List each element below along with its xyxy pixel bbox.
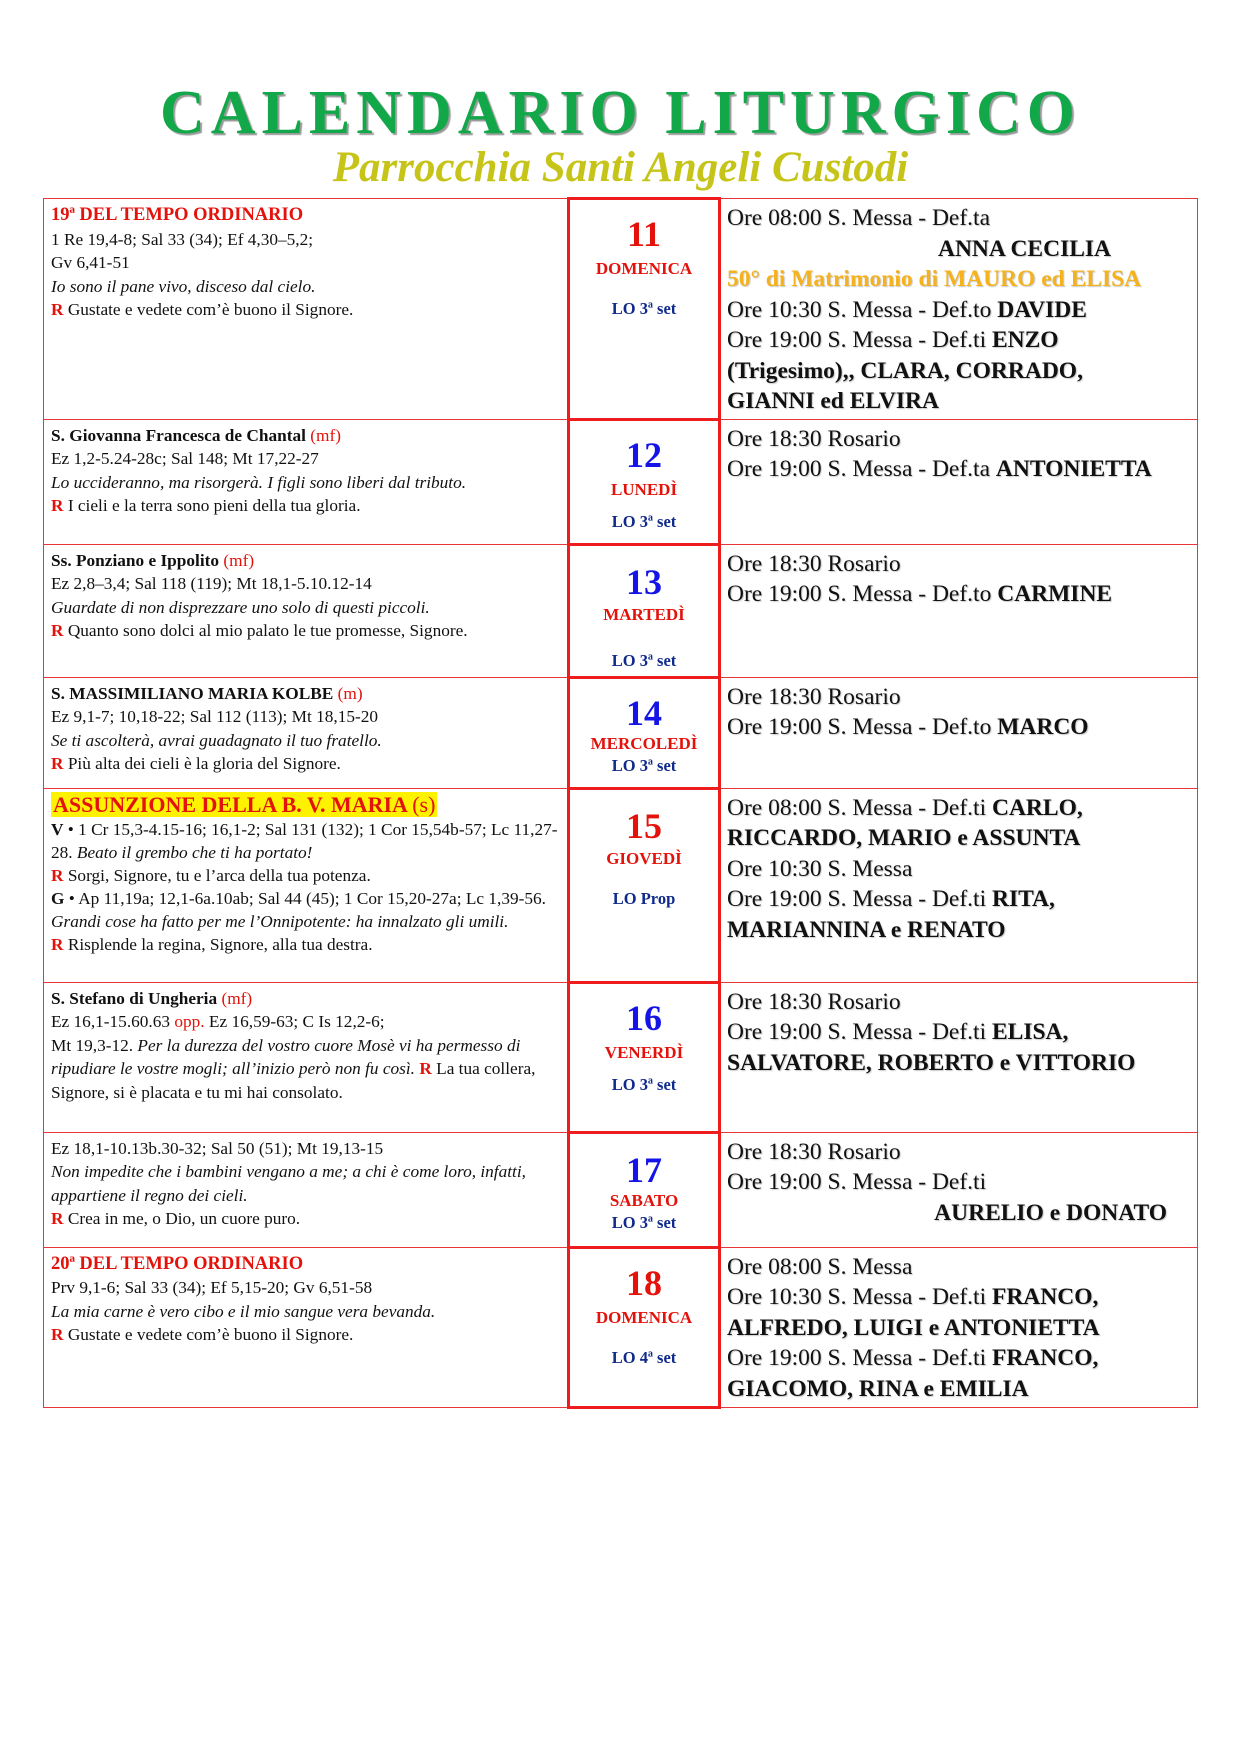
- mass-line: Ore 19:00 S. Messa - Def.ti: [727, 327, 992, 353]
- readings: Ez 1,2-5.24-28c; Sal 148; Mt 17,22-27: [51, 449, 319, 468]
- day-number: 11: [626, 214, 661, 254]
- readings: Ez 9,1-7; 10,18-22; Sal 112 (113); Mt 18,15-20: [51, 707, 379, 726]
- table-row-day-11: [44, 199, 1198, 420]
- mass-line: Ore 18:30 Rosario: [727, 683, 901, 710]
- readings: Ez 18,1-10.13b.30-32; Sal 50 (51); Mt 19,13-15: [51, 1138, 384, 1158]
- mass-names: SALVATORE, ROBERTO e VITTORIO: [727, 1049, 1136, 1076]
- day-number: 14: [626, 692, 662, 733]
- readings-gospel: Mt 19,3-12.: [51, 1035, 138, 1055]
- feast-title: S. Stefano di Ungheria: [51, 988, 218, 1008]
- day-cell: [569, 788, 720, 982]
- day-number: 17: [626, 1149, 662, 1190]
- day-readings: • Ap 11,19a; 12,1-6a.10ab; Sal 44 (45); 1 Cor 15,20-27a; Lc 1,39-56.: [64, 888, 546, 908]
- day-cell: [569, 199, 720, 420]
- response-label: R: [51, 496, 64, 515]
- mass-names: AURELIO e DONATO: [934, 1199, 1167, 1226]
- response-label: R: [51, 1209, 64, 1228]
- feast-title: S. Giovanna Francesca de Chantal: [51, 425, 306, 445]
- day-antiphon: Grandi cose ha fatto per me l’Onnipotente: ha innalzato gli umili.: [51, 911, 509, 931]
- feast-title: DEL TEMPO ORDINARIO: [79, 205, 304, 225]
- mass-names: MARIANNINA e RENATO: [727, 916, 1006, 943]
- day-name: DOMENICA: [595, 1307, 693, 1327]
- liturgy-of-hours: LO 3ª set: [611, 299, 677, 318]
- mass-names: MARCO: [997, 714, 1089, 740]
- day-cell: [569, 1132, 720, 1247]
- feast-rank: (m): [337, 683, 363, 703]
- feast-prefix: 19ª: [51, 205, 76, 225]
- mass-line: Ore 19:00 S. Messa - Def.to: [727, 714, 998, 740]
- day-name: GIOVEDÌ: [606, 848, 682, 868]
- antiphon: La mia carne è vero cibo e il mio sangue vera bevanda.: [51, 1301, 436, 1321]
- readings-gospel: Gv 6,41-51: [51, 253, 130, 272]
- response-label: R: [51, 1325, 64, 1344]
- mass-line: Ore 19:00 S. Messa - Def.ta: [727, 456, 996, 482]
- response: La tua collera, Signore, si è placata e tu mi hai consolato.: [51, 1059, 536, 1102]
- mass-line: Ore 18:30 Rosario: [727, 988, 901, 1015]
- mass-names: DAVIDE: [997, 296, 1087, 323]
- antiphon: Se ti ascolterà, avrai guadagnato il tuo fratello.: [51, 730, 382, 750]
- feast-rank: (mf): [221, 988, 253, 1008]
- feast-title: Ss. Ponziano e Ippolito: [51, 550, 220, 570]
- day-cell: [569, 544, 720, 677]
- liturgy-of-hours: LO 3ª set: [611, 1212, 677, 1232]
- table-row-day-16: [44, 982, 1198, 1132]
- mass-line: Ore 10:30 S. Messa - Def.to: [727, 296, 998, 323]
- vigil-label: V: [51, 819, 64, 839]
- response-label: R: [51, 934, 64, 954]
- mass-names: ANNA CECILIA: [937, 235, 1111, 262]
- liturgy-cell: [44, 677, 569, 788]
- liturgy-cell: [44, 544, 569, 677]
- day-cell: [569, 419, 720, 544]
- day-name: LUNEDÌ: [610, 479, 678, 499]
- liturgy-of-hours: LO 3ª set: [611, 650, 677, 670]
- vigil-readings: • 1 Cr 15,3-4.15-16; 16,1-2; Sal 131 (132); 1 Cor 15,54b-57; Lc 11,27-28.: [51, 819, 558, 862]
- vigil-antiphon: Beato il grembo che ti ha portato!: [76, 842, 313, 862]
- mass-names: ELISA,: [991, 1019, 1069, 1045]
- mass-names: FRANCO,: [991, 1345, 1099, 1371]
- table-row-day-14: [44, 677, 1198, 788]
- mass-line: Ore 19:00 S. Messa - Def.ti: [727, 1345, 992, 1371]
- day-number: 13: [626, 561, 662, 602]
- antiphon: Non impedite che i bambini vengano a me; a chi è come loro, infatti, appartiene il regno dei cieli.: [51, 1162, 526, 1205]
- liturgy-of-hours: LO 3ª set: [611, 511, 677, 531]
- response-label: R: [51, 621, 64, 640]
- mass-schedule-cell: [720, 544, 1198, 677]
- feast-prefix: 20ª: [51, 1253, 76, 1274]
- anniversary-note: 50° di Matrimonio di MAURO ed ELISA: [727, 266, 1142, 292]
- day-mass-label: G: [51, 888, 65, 908]
- mass-schedule-cell: [720, 419, 1198, 544]
- mass-line: Ore 18:30 Rosario: [727, 425, 901, 452]
- antiphon: Per la durezza del vostro cuore Mosè vi ha permesso di ripudiare le vostre mogli; all’inizio però non fu così.: [51, 1035, 521, 1078]
- liturgy-of-hours: LO 4ª set: [611, 1347, 677, 1367]
- feast-rank: (mf): [223, 550, 255, 570]
- readings: Prv 9,1-6; Sal 33 (34); Ef 5,15-20; Gv 6,51-58: [51, 1278, 373, 1297]
- day-cell: [569, 1247, 720, 1407]
- mass-line: Ore 18:30 Rosario: [727, 550, 901, 577]
- mass-names: FRANCO,: [991, 1284, 1099, 1310]
- mass-names: GIANNI ed ELVIRA: [727, 388, 939, 414]
- day-number: 12: [626, 434, 662, 475]
- vigil-response: Sorgi, Signore, tu e l’arca della tua potenza.: [67, 865, 371, 885]
- response: Crea in me, o Dio, un cuore puro.: [67, 1209, 301, 1228]
- response-label: R: [51, 865, 64, 885]
- liturgical-calendar-table: [43, 197, 1198, 1409]
- solemnity-title: [51, 792, 437, 817]
- feast-rank: (mf): [310, 425, 341, 445]
- mass-line: Ore 18:30 Rosario: [727, 1138, 901, 1165]
- readings-alt: Ez 16,59-63; C Is 12,2-6;: [204, 1012, 385, 1031]
- mass-line: Ore 08:00 S. Messa: [727, 1253, 913, 1280]
- table-row-day-12: [44, 419, 1198, 544]
- response: I cieli e la terra sono pieni della tua gloria.: [67, 496, 361, 515]
- response: Gustate e vedete com’è buono il Signore.: [67, 1325, 354, 1344]
- day-name: SABATO: [609, 1190, 679, 1210]
- feast-rank: (s): [412, 791, 436, 817]
- feast-title: DEL TEMPO ORDINARIO: [79, 1253, 304, 1274]
- mass-schedule-cell: [720, 1247, 1198, 1407]
- mass-names: (Trigesimo),, CLARA, CORRADO,: [727, 357, 1083, 384]
- liturgy-cell: [44, 1132, 569, 1247]
- day-number: 15: [626, 805, 662, 846]
- response: Quanto sono dolci al mio palato le tue promesse, Signore.: [67, 621, 468, 640]
- mass-schedule-cell: [720, 788, 1198, 982]
- readings: Ez 16,1-15.60.63: [51, 1012, 175, 1031]
- day-name: DOMENICA: [595, 259, 693, 278]
- table-row-day-13: [44, 544, 1198, 677]
- feast-title: ASSUNZIONE DELLA B. V. MARIA: [53, 791, 407, 817]
- mass-schedule-cell: [720, 982, 1198, 1132]
- mass-line: Ore 08:00 S. Messa - Def.ti: [727, 794, 992, 821]
- mass-line: Ore 08:00 S. Messa - Def.ta: [727, 205, 991, 231]
- mass-names: CARLO,: [991, 794, 1083, 821]
- response: Più alta dei cieli è la gloria del Signore.: [67, 754, 341, 773]
- mass-schedule-cell: [720, 677, 1198, 788]
- liturgy-of-hours: LO 3ª set: [611, 1074, 677, 1094]
- day-name: VENERDÌ: [604, 1042, 684, 1062]
- day-number: 16: [626, 997, 662, 1038]
- readings: Ez 2,8–3,4; Sal 118 (119); Mt 18,1-5.10.12-14: [51, 574, 372, 593]
- liturgy-cell: [44, 788, 569, 982]
- liturgy-of-hours: LO 3ª set: [611, 755, 677, 775]
- day-name: MERCOLEDÌ: [590, 733, 698, 753]
- liturgy-cell: [44, 419, 569, 544]
- mass-names: ENZO: [991, 327, 1059, 353]
- day-cell: [569, 982, 720, 1132]
- day-response: Risplende la regina, Signore, alla tua destra.: [67, 934, 373, 954]
- mass-names: CARMINE: [997, 581, 1113, 607]
- mass-line: Ore 19:00 S. Messa - Def.ti: [727, 886, 992, 912]
- mass-line: Ore 19:00 S. Messa - Def.ti: [727, 1169, 987, 1195]
- liturgy-cell: [44, 199, 569, 420]
- mass-names: GIACOMO, RINA e EMILIA: [727, 1375, 1029, 1402]
- readings: 1 Re 19,4-8; Sal 33 (34); Ef 4,30–5,2;: [51, 229, 314, 249]
- antiphon: Io sono il pane vivo, disceso dal cielo.: [51, 276, 316, 296]
- day-name: MARTEDÌ: [603, 604, 685, 624]
- mass-schedule-cell: [720, 199, 1198, 420]
- day-number: 18: [626, 1262, 662, 1303]
- response-label: R: [51, 754, 64, 773]
- mass-names: ANTONIETTA: [995, 456, 1152, 482]
- table-row-day-15: [44, 788, 1198, 982]
- liturgy-of-hours: LO Prop: [612, 888, 676, 908]
- liturgy-cell: [44, 982, 569, 1132]
- mass-names: RICCARDO, MARIO e ASSUNTA: [727, 825, 1081, 851]
- mass-names: RITA,: [991, 886, 1055, 912]
- mass-line: Ore 10:30 S. Messa - Def.ti: [727, 1284, 992, 1310]
- table-row-day-17: [44, 1132, 1198, 1247]
- feast-title: S. MASSIMILIANO MARIA KOLBE: [51, 683, 334, 703]
- response: Gustate e vedete com’è buono il Signore.: [67, 300, 354, 319]
- response-label: R: [51, 300, 64, 319]
- antiphon: Guardate di non disprezzare uno solo di questi piccoli.: [51, 597, 430, 617]
- liturgy-cell: [44, 1247, 569, 1407]
- page-title: CALENDARIO LITURGICO: [160, 79, 1081, 147]
- mass-line: Ore 19:00 S. Messa - Def.ti: [727, 1019, 992, 1045]
- table-row-day-18: [44, 1247, 1198, 1407]
- parish-subtitle: Parrocchia Santi Angeli Custodi: [332, 144, 909, 191]
- mass-names: ALFREDO, LUIGI e ANTONIETTA: [727, 1314, 1100, 1341]
- mass-schedule-cell: [720, 1132, 1198, 1247]
- mass-line: Ore 10:30 S. Messa: [727, 855, 913, 882]
- mass-line: Ore 19:00 S. Messa - Def.to: [727, 581, 998, 607]
- response-label: R: [419, 1059, 432, 1078]
- day-cell: [569, 677, 720, 788]
- antiphon: Lo uccideranno, ma risorgerà. I figli sono liberi dal tributo.: [51, 472, 467, 492]
- alternative-marker: opp.: [174, 1012, 205, 1031]
